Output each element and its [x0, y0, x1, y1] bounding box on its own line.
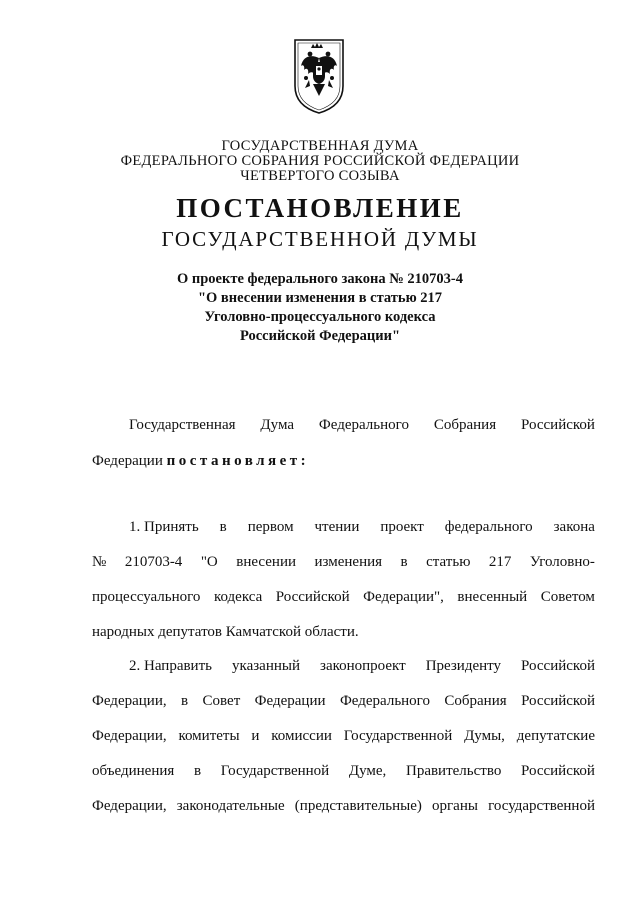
para2-line-1: [129, 657, 595, 675]
document-title: ПОСТАНОВЛЕНИЕ: [176, 193, 464, 223]
para-word: комитеты: [178, 728, 240, 744]
para-word: в: [193, 763, 202, 779]
para-word: проект: [380, 519, 424, 535]
para-word: Федерации: [254, 693, 326, 709]
para-word: "О: [200, 554, 218, 570]
para-word: Думе,: [348, 763, 387, 779]
para-word: Федерации,: [92, 693, 167, 709]
para-word: Думы,: [464, 728, 505, 744]
para-word: федерального: [444, 519, 533, 535]
para-word: 210703-4: [124, 554, 183, 570]
para-word: депутатские: [516, 728, 595, 744]
para-word: изменения: [314, 554, 383, 570]
para-word: статью: [426, 554, 471, 570]
preamble-word: Федерации: [92, 453, 163, 469]
para-word: законопроект: [320, 658, 406, 674]
para-word: Федерации,: [92, 798, 167, 814]
para-word: Государственной: [343, 728, 453, 744]
para-word: в: [219, 519, 227, 535]
para-word: 2. Направить: [129, 658, 212, 674]
para-word: Уголовно-: [529, 554, 595, 570]
para-word: Правительство: [405, 763, 502, 779]
preamble-word: Дума: [260, 417, 295, 433]
para-word: Федерального: [339, 693, 430, 709]
para2-line-5: [92, 797, 595, 815]
subject-line-1: О проекте федерального закона № 210703-4: [176, 271, 464, 287]
para1-line-3: [92, 588, 595, 606]
preamble-verb: постановляет:: [166, 453, 310, 469]
para2-line-4: [92, 762, 595, 780]
para-word: чтении: [314, 519, 360, 535]
para-word: указанный: [232, 658, 300, 674]
para-word: Государственной: [220, 763, 330, 779]
para2-line-3: [92, 727, 595, 745]
para-word: Собрания: [444, 693, 507, 709]
para-word: в: [181, 693, 189, 709]
para-word: Российской: [521, 693, 595, 709]
para-word: 1. Принять: [129, 519, 199, 535]
coat-of-arms-emblem-icon: [291, 36, 347, 116]
preamble-line-2: [92, 452, 595, 470]
subject-line-4: Российской Федерации": [239, 328, 401, 344]
para1-line-1: [129, 518, 595, 536]
para-word: комиссии: [271, 728, 332, 744]
para-word: 217: [488, 554, 512, 570]
para-word: Совет: [202, 693, 241, 709]
para-word: первом: [247, 519, 294, 535]
para-word: внесенный: [457, 589, 528, 605]
subject-line-2: "О внесении изменения в статью 217: [197, 290, 443, 306]
preamble-word: Федерального: [318, 417, 409, 433]
para-word: органы: [432, 798, 478, 814]
para-word: Федерации,: [92, 728, 167, 744]
para1-line-4: народных депутатов Камчатской области.: [92, 624, 359, 640]
para-word: процессуального: [92, 589, 201, 605]
preamble-word: Государственная: [129, 417, 236, 433]
para-word: внесении: [236, 554, 297, 570]
preamble-line-1: [129, 416, 595, 434]
para-word: закона: [553, 519, 595, 535]
para2-line-2: [92, 692, 595, 710]
para1-line-2: [92, 553, 595, 571]
para-word: №: [92, 554, 107, 570]
para-word: и: [251, 728, 260, 744]
para-word: государственной: [488, 798, 595, 814]
header-line-1: ГОСУДАРСТВЕННАЯ ДУМА: [221, 138, 419, 154]
header-line-2: ФЕДЕРАЛЬНОГО СОБРАНИЯ РОССИЙСКОЙ ФЕДЕРАЦИИ: [120, 153, 520, 169]
para-word: Российской: [521, 763, 595, 779]
para-word: Федерации",: [363, 589, 444, 605]
subject-line-3: Уголовно-процессуального кодекса: [204, 309, 436, 325]
para-word: Советом: [540, 589, 595, 605]
preamble-word: Собрания: [433, 417, 497, 433]
para-word: (представительные): [294, 798, 422, 814]
para-word: Российской: [521, 658, 595, 674]
document-subtitle: ГОСУДАРСТВЕННОЙ ДУМЫ: [161, 227, 479, 251]
para-word: Президенту: [425, 658, 502, 674]
preamble-word: Российской: [521, 417, 595, 433]
para-word: в: [400, 554, 408, 570]
para-word: кодекса: [213, 589, 263, 605]
para-word: законодательные: [176, 798, 285, 814]
para-word: Российской: [275, 589, 350, 605]
para-word: объединения: [92, 763, 175, 779]
header-line-3: ЧЕТВЕРТОГО СОЗЫВА: [240, 168, 400, 184]
